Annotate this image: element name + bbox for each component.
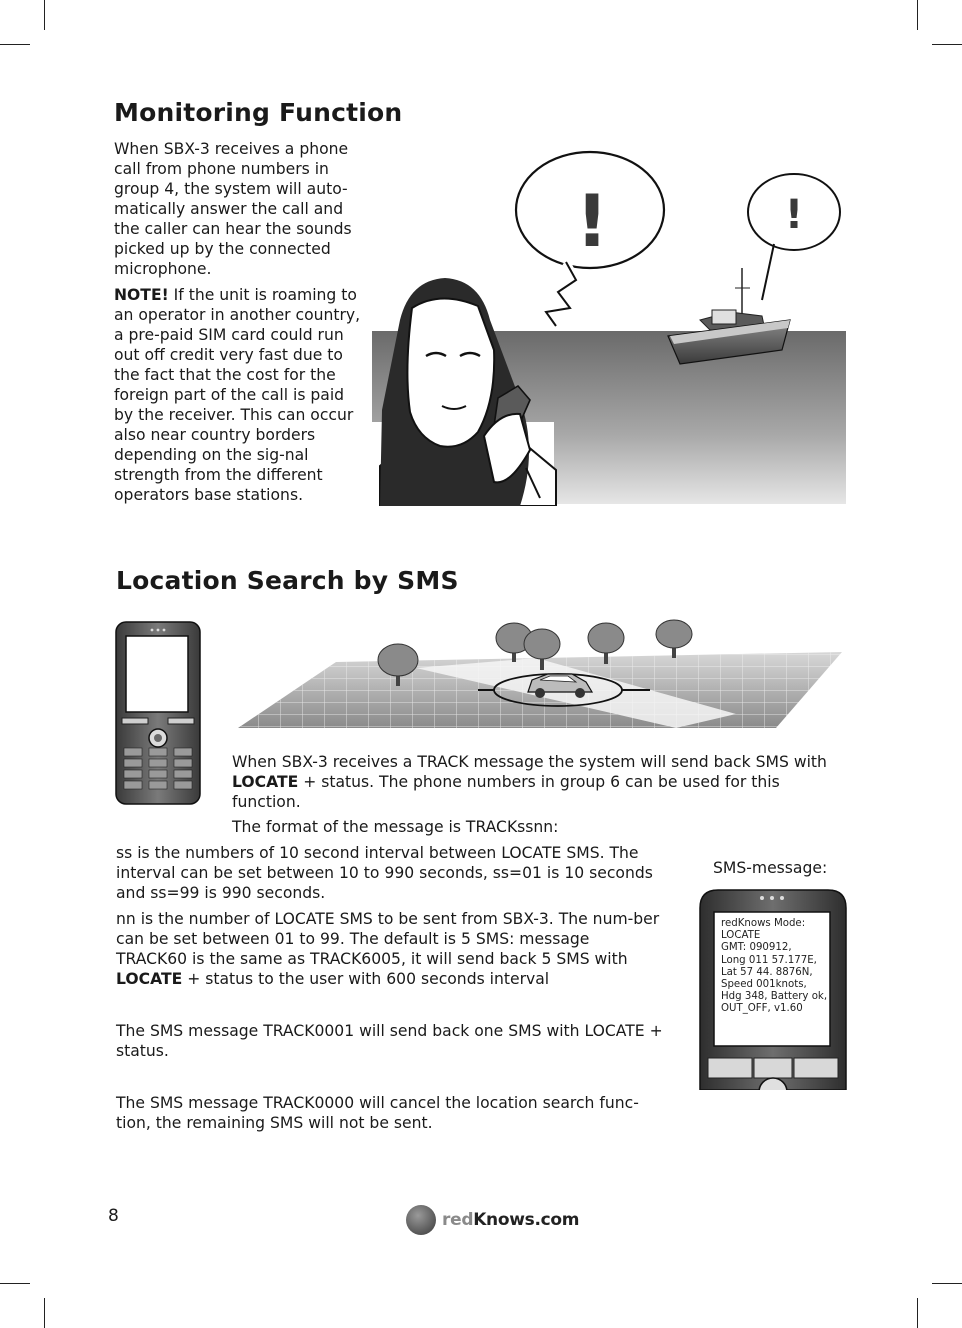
sms-line: Lat 57 44. 8876N, [721, 966, 813, 978]
crop-mark [932, 1283, 962, 1284]
location-p4-text-end: + status to the user with 600 seconds interval [182, 970, 550, 988]
sms-message-label: SMS-message: [713, 859, 828, 877]
boat [668, 268, 790, 364]
monitoring-intro: When SBX-3 receives a phone call from phone numbers in group 4, the system will auto-matically answer the call and the caller can hear the sounds picked up by the connected microphone. [114, 140, 352, 278]
crop-mark [0, 1283, 30, 1284]
sms-line: LOCATE [721, 930, 761, 942]
note-text: If the unit is roaming to an operator in another country, a pre-paid SIM card could run out off credit very fast due to the fact that the cost for the foreign part of the call is paid by the receiver. This can occur also near country borders depending on the sig-nal strength from the different operators base stations. [114, 286, 361, 504]
location-paragraph-track0000: The SMS message TRACK0000 will cancel the location search func-tion, the remaining SMS will not be sent. [116, 1094, 639, 1132]
brand-name [442, 1210, 579, 1230]
phone-illustration-left [112, 620, 204, 806]
monitoring-illustration [370, 150, 848, 506]
location-paragraph-format: The format of the message is TRACKssnn: [232, 818, 559, 836]
crop-mark [917, 0, 918, 30]
section-title-monitoring: Monitoring Function [114, 98, 403, 127]
location-p4-text: nn is the number of LOCATE SMS to be sent from SBX-3. The num-ber can be set between 01 to 99. The default is 5 SMS: message TRACK60 is the same as TRACK6005, it will send back 5 SMS with [116, 910, 660, 968]
brand-dot-icon [406, 1205, 436, 1235]
sms-message-content [721, 918, 833, 1016]
sms-line: GMT: 090912, [721, 942, 792, 954]
crop-mark [44, 1298, 45, 1328]
note-label: NOTE! [114, 286, 169, 304]
street-scene-illustration [236, 618, 846, 734]
crop-mark [917, 1298, 918, 1328]
crop-mark [0, 44, 30, 45]
brand-name-rest: Knows.com [473, 1210, 580, 1230]
location-paragraph-track0001: The SMS message TRACK0001 will send back one SMS with LOCATE + status. [116, 1022, 663, 1060]
monitoring-note [114, 285, 362, 505]
crop-mark [932, 44, 962, 45]
location-p1-text-end: + status. The phone numbers in group 6 can be used for this function. [232, 773, 780, 811]
sms-line: redKnows Mode: [721, 918, 806, 929]
section-title-location: Location Search by SMS [116, 566, 459, 595]
sms-line: Speed 001knots, [721, 979, 807, 991]
sms-line: Long 011 57.177E, [721, 954, 817, 966]
locate-keyword: LOCATE [232, 773, 299, 791]
locate-keyword: LOCATE [116, 970, 183, 988]
brand-name-red: red [442, 1210, 474, 1230]
location-paragraph-ss: ss is the numbers of 10 second interval between LOCATE SMS. The interval can be set between 10 to 990 seconds, ss=01 is 10 seconds and ss=99 is 990 seconds. [116, 844, 653, 902]
crop-mark [44, 0, 45, 30]
exclamation-icon: ! [784, 192, 804, 238]
brand-logo [406, 1204, 579, 1236]
speech-bubble-left [516, 152, 664, 326]
location-p1-text: When SBX-3 receives a TRACK message the system will send back SMS with [232, 753, 827, 771]
speech-bubble-right [748, 174, 840, 300]
tree-icon [656, 620, 692, 658]
location-paragraph-nn [116, 909, 664, 989]
sms-line: Hdg 348, Battery ok, [721, 991, 828, 1003]
page-number: 8 [108, 1206, 119, 1226]
exclamation-icon: ! [575, 179, 609, 263]
phone-screen [126, 636, 188, 712]
location-paragraph-1 [232, 752, 842, 812]
sms-line: OUT_OFF, v1.60 [721, 1003, 803, 1015]
